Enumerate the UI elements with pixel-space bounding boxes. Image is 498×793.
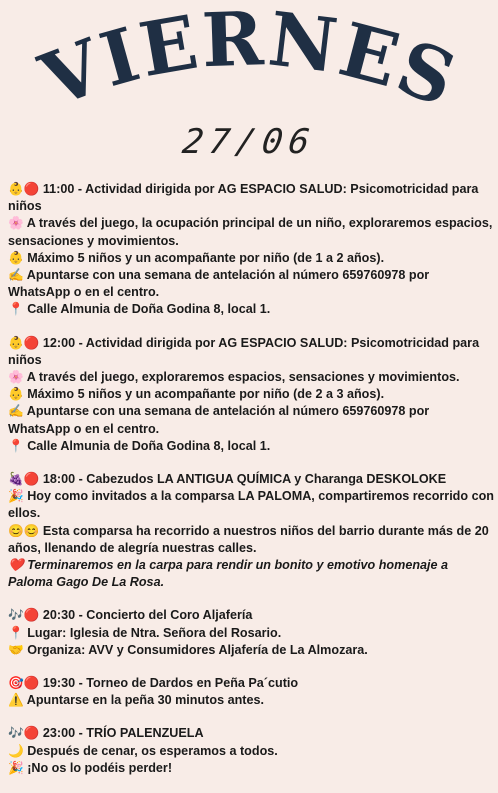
event-text: Terminaremos en la carpa para rendir un bonito y emotivo homenaje a Paloma Gago De La Rosa.: [8, 558, 449, 590]
event-text: Máximo 5 niños y un acompañante por niño (de 2 a 3 años).: [27, 387, 385, 402]
emoji-icon: 🎶🔴: [8, 608, 43, 623]
emoji-icon: 📍: [8, 625, 28, 640]
emoji-icon: ✍️: [8, 404, 27, 419]
event-line: [8, 743, 494, 760]
event-date: 27/06: [180, 122, 318, 162]
event-line: [8, 438, 494, 455]
event-line: [8, 369, 494, 386]
page-title: VIERNES: [29, 0, 469, 125]
title-arc: [0, 0, 498, 130]
event-text: Organiza: AVV y Consumidores Aljafería de La Almozara.: [27, 642, 368, 657]
event-text: Después de cenar, os esperamos a todos.: [27, 743, 278, 758]
emoji-icon: 🎯🔴: [8, 676, 43, 691]
event-text: 20:30 - Concierto del Coro Aljafería: [42, 608, 253, 623]
event-text: ¡No os lo podéis perder!: [27, 760, 173, 775]
event-line: [8, 523, 494, 557]
svg-text:VIERNES: [29, 0, 468, 125]
emoji-icon: 🎶🔴: [8, 726, 43, 741]
event-text: 23:00 - TRÍO PALENZUELA: [42, 726, 204, 741]
event-block: [8, 181, 494, 319]
event-line: [8, 642, 494, 659]
event-text: Lugar: Iglesia de Ntra. Señora del Rosario.: [27, 625, 282, 640]
emoji-icon: ✍️: [8, 268, 27, 283]
event-text: 18:00 - Cabezudos LA ANTIGUA QUÍMICA y Charanga DESKOLOKE: [42, 472, 447, 487]
event-text: Apuntarse con una semana de antelación al número 659760978 por WhatsApp o en el centro.: [8, 404, 430, 436]
event-block: [8, 335, 494, 455]
emoji-icon: 📍: [8, 302, 28, 317]
event-line: [8, 471, 494, 488]
title-banner: [0, 0, 498, 130]
emoji-icon: 😊😊: [8, 523, 43, 538]
event-text: A través del juego, exploraremos espacios, sensaciones y movimientos.: [26, 370, 460, 385]
event-block: [8, 607, 494, 659]
event-text: Esta comparsa ha recorrido a nuestros niños del barrio durante más de 20 años, llenando de alegría nuestras calles.: [8, 523, 489, 555]
emoji-icon: 📍: [8, 438, 28, 453]
event-line: [8, 181, 494, 215]
event-text: Calle Almunia de Doña Godina 8, local 1.: [27, 302, 271, 317]
emoji-icon: 🎉: [8, 760, 28, 775]
event-text: A través del juego, la ocupación principal de un niño, exploraremos espacios, sensaciones y movimientos.: [8, 216, 493, 248]
event-line: [8, 267, 494, 301]
event-line: [8, 250, 494, 267]
event-line: [8, 625, 494, 642]
event-text: 11:00 - Actividad dirigida por AG ESPACIO SALUD: Psicomotricidad para niños: [8, 182, 479, 214]
emoji-icon: 🤝: [8, 642, 28, 657]
emoji-icon: 🌸: [8, 216, 27, 231]
event-line: [8, 301, 494, 318]
emoji-icon: 🎉: [8, 489, 28, 504]
emoji-icon: ⚠️: [8, 693, 27, 708]
event-text: Hoy como invitados a la comparsa LA PALOMA, compartiremos recorrido con ellos.: [8, 489, 494, 521]
event-text: Calle Almunia de Doña Godina 8, local 1.: [27, 438, 271, 453]
schedule: [8, 181, 494, 793]
event-line: [8, 335, 494, 369]
event-text: Máximo 5 niños y un acompañante por niño (de 1 a 2 años).: [27, 250, 385, 265]
event-line: [8, 725, 494, 742]
emoji-icon: 👶: [8, 250, 28, 265]
emoji-icon: 🌸: [8, 370, 27, 385]
event-line: [8, 386, 494, 403]
event-line: [8, 488, 494, 522]
emoji-icon: ❤️: [8, 558, 28, 573]
event-line: [8, 675, 494, 692]
emoji-icon: 👶: [8, 387, 28, 402]
emoji-icon: 🍇🔴: [8, 472, 43, 487]
event-text: Apuntarse con una semana de antelación al número 659760978 por WhatsApp o en el centro.: [8, 268, 430, 300]
event-text: 19:30 - Torneo de Dardos en Peña Pa´cutio: [42, 676, 299, 691]
emoji-icon: 👶🔴: [8, 335, 43, 350]
event-line: [8, 557, 494, 591]
event-line: [8, 215, 494, 249]
event-line: [8, 692, 494, 709]
event-line: [8, 607, 494, 624]
event-text: Apuntarse en la peña 30 minutos antes.: [26, 693, 264, 708]
event-text: 12:00 - Actividad dirigida por AG ESPACIO SALUD: Psicomotricidad para niños: [8, 335, 480, 367]
event-line: [8, 403, 494, 437]
event-line: [8, 760, 494, 777]
event-block: [8, 725, 494, 777]
event-block: [8, 471, 494, 591]
emoji-icon: 👶🔴: [8, 182, 43, 196]
emoji-icon: 🌙: [8, 743, 28, 758]
event-block: [8, 675, 494, 709]
